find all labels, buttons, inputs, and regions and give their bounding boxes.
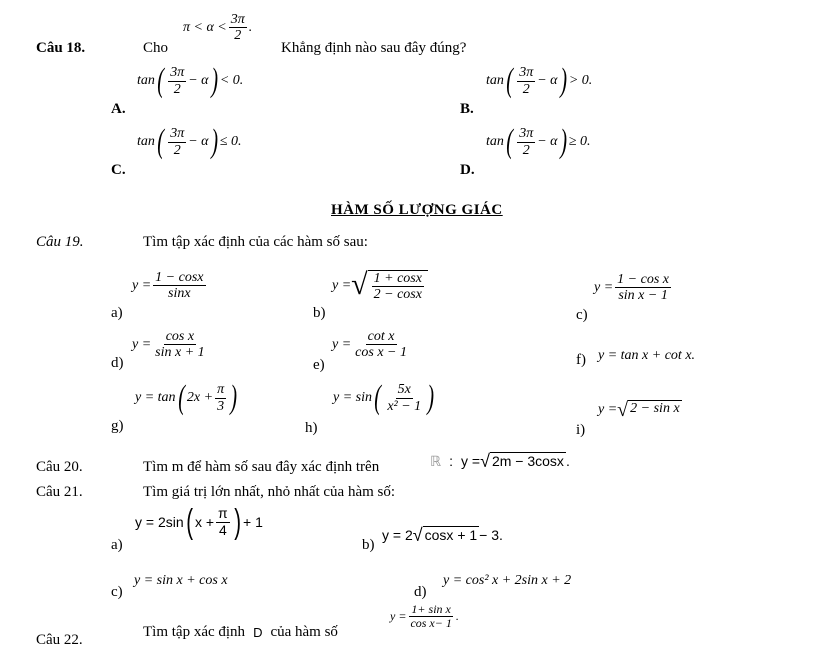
q19-text: Tìm tập xác định của các hàm số sau: (143, 234, 368, 250)
q20-expr: ℝ : y = √ 2m − 3cosx . (430, 451, 570, 471)
q18-condition-dot: . (248, 19, 253, 35)
q20-text: Tìm m để hàm số sau đây xác định trên (143, 459, 380, 475)
num: 1+ sin x (411, 602, 451, 616)
real-set-icon: ℝ (430, 452, 442, 469)
q18-option-d-expr: tan ( $\frac{3\pi}{2}$ − α ) ≥ 0. (486, 123, 591, 160)
q22-text2: của hàm số (270, 624, 338, 640)
q19-h-letter: h) (305, 420, 318, 436)
q19-i-letter: i) (576, 422, 586, 438)
dot: . (565, 453, 570, 469)
q18-option-c-expr: tan ( $\frac{3\pi}{2}$ − α ) ≤ 0. (137, 123, 242, 160)
den: cos x − 1 (355, 345, 407, 361)
rel: > 0. (568, 73, 593, 88)
num: π (218, 505, 228, 522)
y: y = (132, 336, 152, 352)
pre: y = tan (135, 390, 176, 405)
q19-f-expr: y = tan x + cot x. (598, 348, 696, 363)
q19-h-expr: y = sin ( $\frac{5x}{\text{x² − 1}}$ ) (333, 379, 435, 416)
rel: < 0. (219, 73, 244, 88)
q21-a-letter: a) (111, 537, 123, 553)
q18-option-a-expr: tan ( $\frac{3\pi}{2}$ − α ) < 0. (137, 62, 244, 99)
q18-condition (183, 12, 252, 44)
num: 1 + cosx (373, 271, 422, 286)
q21-text: Tìm giá trị lớn nhất, nhỏ nhất của hàm số: (143, 484, 396, 500)
q21-c-letter: c) (111, 584, 123, 600)
q19-b-letter: b) (313, 305, 326, 321)
y: y = (332, 336, 352, 352)
q19-label: Câu 19. (36, 234, 84, 250)
den: 4 (218, 521, 227, 538)
q19-e-letter: e) (313, 357, 325, 373)
pre: y = (460, 453, 481, 469)
fn: tan (137, 73, 155, 88)
q18-option-a-letter: A. (111, 101, 126, 117)
q19-g-letter: g) (111, 418, 124, 434)
q21-a-expr: y = 2sin ( x + $\frac{\pi}{4}$ ) + 1 (135, 503, 263, 541)
q19-d-letter: d) (111, 355, 124, 371)
num: 1 − cos x (617, 272, 669, 287)
num: cot x (367, 329, 395, 344)
q19-d-expr (132, 329, 209, 361)
q22-line (143, 624, 338, 641)
num: π (217, 382, 225, 398)
y: y = (132, 277, 152, 293)
q21-b-letter: b) (362, 537, 375, 553)
q22-label: Câu 22. (36, 632, 83, 648)
q18-option-b-letter: B. (460, 101, 474, 117)
rad: 2m − 3cosx (491, 453, 564, 469)
den: 3 (217, 398, 225, 414)
tail: − α (188, 73, 209, 88)
q18-option-d-letter: D. (460, 162, 475, 178)
pre: y = (598, 402, 618, 417)
q18-option-c-letter: C. (111, 162, 126, 178)
q21-d-expr: y = cos² x + 2sin x + 2 (443, 573, 572, 588)
q21-d-letter: d) (414, 584, 427, 600)
section-heading: HÀM SỐ LƯỢNG GIÁC (331, 202, 503, 218)
q22-text: Tìm tập xác định (143, 624, 246, 640)
num: 3π (170, 65, 185, 81)
dot: . (455, 609, 459, 624)
inner: x + (194, 514, 215, 530)
den: cos x− 1 (410, 616, 452, 631)
q21-b-expr: y = 2 √ cosx + 1 − 3 . (382, 525, 503, 545)
num: 3π (519, 126, 534, 142)
den: sinx (168, 286, 191, 302)
den: 2 (522, 81, 530, 97)
rel: ≤ 0. (219, 134, 242, 149)
den: 2 − cosx (373, 287, 422, 303)
q18-option-b-expr: tan ( $\frac{3\pi}{2}$ − α ) > 0. (486, 62, 593, 99)
dot: . (499, 527, 503, 543)
q19-a-expr (132, 270, 208, 302)
pre: y = sin (333, 390, 372, 405)
fn: tan (137, 134, 155, 149)
q22-expr (390, 603, 459, 630)
q20-label: Câu 20. (36, 459, 83, 475)
num: cos x (165, 329, 195, 344)
den: x² − 1 (387, 398, 422, 414)
q19-e-expr (332, 329, 411, 361)
den: 2 (522, 142, 530, 158)
q19-a-letter: a) (111, 305, 123, 321)
den: sin x − 1 (618, 288, 668, 304)
tail: − α (537, 134, 558, 149)
tail: − α (188, 134, 209, 149)
fn: tan (486, 134, 504, 149)
q19-c-expr (594, 272, 673, 304)
num: 3π (519, 65, 534, 81)
tail: − α (537, 73, 558, 88)
y: y = (332, 278, 352, 294)
q19-b-expr: y = √ $\frac{1 + \cos x}{2 - \cos x}$ (332, 270, 428, 303)
num: 1 − cosx (155, 270, 204, 285)
fn: tan (486, 73, 504, 88)
q19-c-letter: c) (576, 307, 588, 323)
post: + 1 (243, 514, 263, 530)
q21-c-expr: y = sin x + cos x (134, 573, 228, 588)
q18-condition-num: 3π (230, 12, 245, 27)
inner: 2x + (186, 390, 214, 405)
y: y = (390, 609, 407, 624)
q18-condition-den: 2 (234, 28, 242, 44)
den: sin x + 1 (155, 345, 205, 361)
colon: : (449, 453, 453, 469)
rad: 2 − sin x (630, 401, 680, 416)
set-d: D (253, 625, 263, 640)
q18-question: Khẳng định nào sau đây đúng? (281, 40, 467, 56)
post: − 3 (479, 527, 500, 543)
q19-f-letter: f) (576, 352, 586, 368)
den: 2 (173, 81, 181, 97)
y: y = (594, 279, 614, 295)
q21-label: Câu 21. (36, 484, 83, 500)
rel: ≥ 0. (568, 134, 591, 149)
num: 3π (170, 126, 185, 142)
q18-label: Câu 18. (36, 40, 86, 56)
q18-cho: Cho (143, 40, 169, 56)
q19-g-expr: y = tan ( 2x + $\frac{\pi}{3}$ ) (135, 379, 238, 416)
num: 5x (397, 382, 411, 398)
pre: y = 2sin (135, 514, 184, 530)
rad: cosx + 1 (424, 527, 478, 543)
pre: y = 2 (382, 527, 413, 543)
den: 2 (173, 142, 181, 158)
q19-i-expr: y = √ 2 − sin x (598, 399, 680, 421)
q18-condition-left: π < α < (183, 19, 227, 35)
